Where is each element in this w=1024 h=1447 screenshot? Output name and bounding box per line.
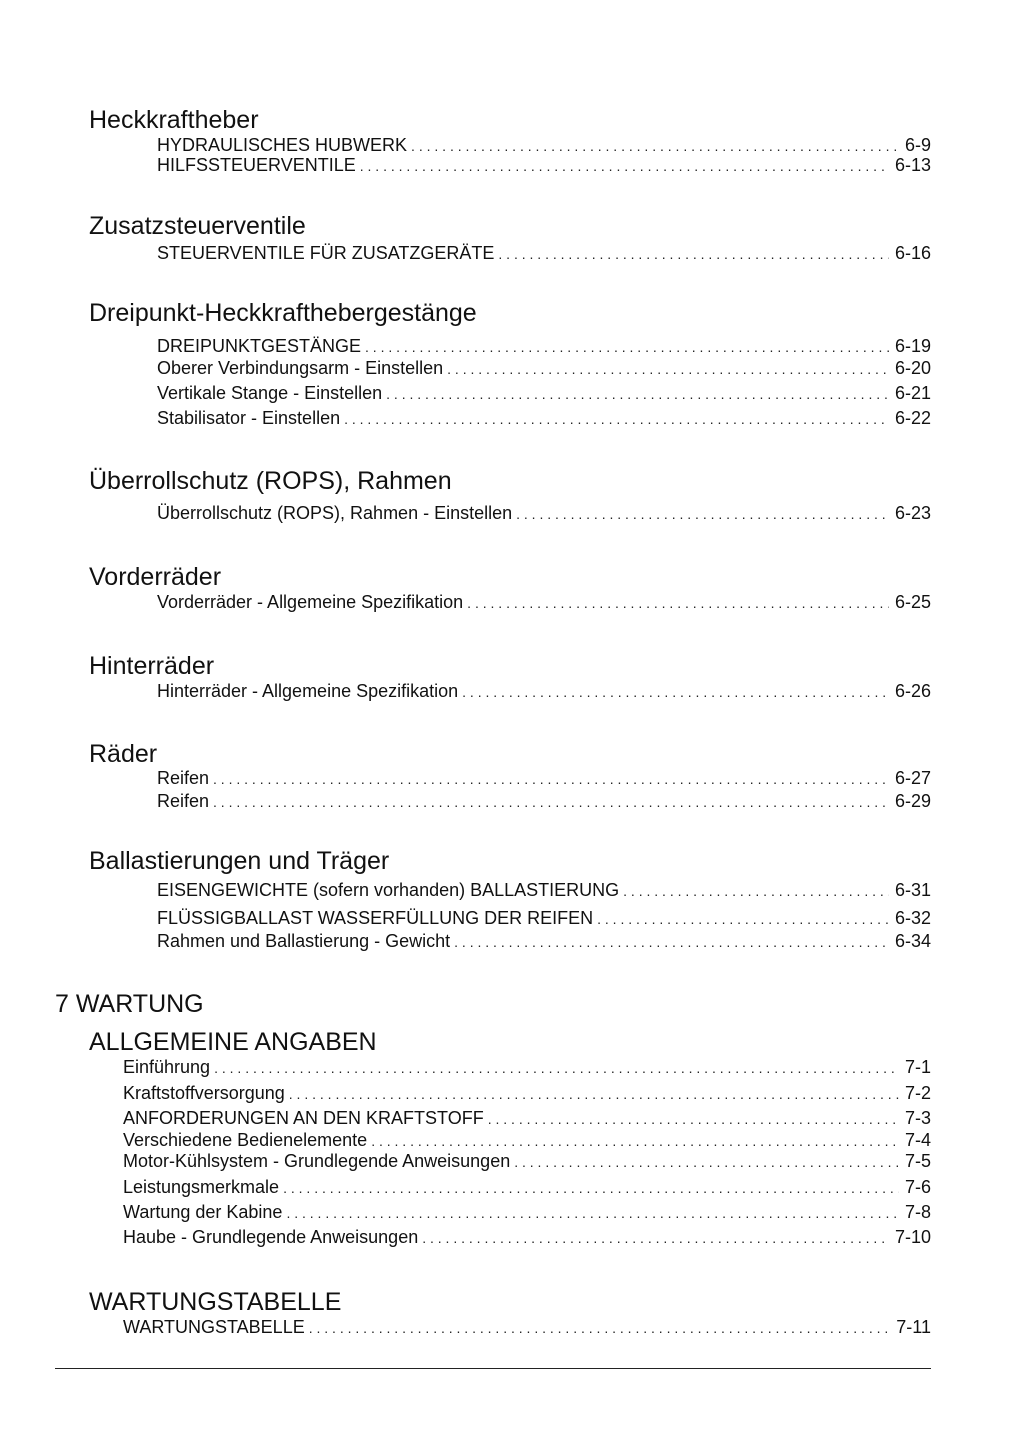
- section-heading: Vorderräder: [89, 563, 222, 591]
- toc-entry[interactable]: [157, 502, 931, 524]
- toc-entry-page: 6-19: [894, 336, 931, 356]
- section-heading: Ballastierungen und Träger: [89, 847, 390, 875]
- toc-entry[interactable]: [157, 242, 931, 264]
- toc-entry[interactable]: [157, 335, 931, 357]
- dot-leader: [213, 790, 889, 813]
- dot-leader: [498, 242, 889, 265]
- toc-entry-page: 7-10: [894, 1227, 931, 1247]
- toc-entry-page: 6-29: [894, 791, 931, 811]
- toc-entry-title: STEUERVENTILE FÜR ZUSATZGERÄTE: [157, 243, 495, 263]
- dot-leader: [447, 357, 889, 380]
- toc-entry[interactable]: [157, 680, 931, 702]
- toc-entry-title: Oberer Verbindungsarm - Einstellen: [157, 358, 444, 378]
- toc-entry[interactable]: [123, 1150, 931, 1172]
- dot-leader: [365, 335, 889, 358]
- dot-leader: [454, 930, 889, 953]
- toc-entry-title: Leistungsmerkmale: [123, 1177, 280, 1197]
- dot-leader: [371, 1129, 899, 1152]
- toc-entry-page: 6-32: [894, 908, 931, 928]
- toc-entry[interactable]: [123, 1056, 931, 1078]
- footer-rule: [55, 1368, 931, 1369]
- toc-entry-title: Einführung: [123, 1057, 211, 1077]
- toc-entry[interactable]: [157, 407, 931, 429]
- dot-leader: [467, 591, 889, 614]
- toc-entry-page: 7-8: [904, 1202, 931, 1222]
- toc-entry-page: 6-9: [904, 135, 931, 155]
- section-heading: Dreipunkt-Heckkrafthebergestänge: [89, 299, 477, 327]
- toc-entry-title: Haube - Grundlegende Anweisungen: [123, 1227, 419, 1247]
- section-heading: Überrollschutz (ROPS), Rahmen: [89, 467, 452, 495]
- dot-leader: [488, 1107, 899, 1130]
- dot-leader: [283, 1176, 899, 1199]
- toc-entry[interactable]: [157, 357, 931, 379]
- dot-leader: [344, 407, 889, 430]
- toc-entry[interactable]: [157, 591, 931, 613]
- toc-entry[interactable]: [157, 382, 931, 404]
- toc-entry-page: 6-21: [894, 383, 931, 403]
- toc-entry-page: 6-31: [894, 880, 931, 900]
- toc-entry-title: EISENGEWICHTE (sofern vorhanden) BALLASTIERUNG: [157, 880, 620, 900]
- toc-entry[interactable]: [123, 1107, 931, 1129]
- toc-entry-page: 6-13: [894, 155, 931, 175]
- dot-leader: [386, 382, 889, 405]
- toc-entry[interactable]: [123, 1129, 931, 1151]
- dot-leader: [309, 1316, 891, 1339]
- toc-entry-title: ANFORDERUNGEN AN DEN KRAFTSTOFF: [123, 1108, 484, 1128]
- toc-entry-title: Reifen: [157, 791, 210, 811]
- toc-entry-page: 6-25: [894, 592, 931, 612]
- dot-leader: [360, 154, 889, 177]
- toc-entry-page: 7-3: [904, 1108, 931, 1128]
- toc-entry-title: Stabilisator - Einstellen: [157, 408, 341, 428]
- section-heading: WARTUNGSTABELLE: [89, 1288, 342, 1316]
- toc-entry[interactable]: [157, 790, 931, 812]
- dot-leader: [623, 879, 889, 902]
- toc-entry-title: FLÜSSIGBALLAST WASSERFÜLLUNG DER REIFEN: [157, 908, 594, 928]
- toc-entry-title: Hinterräder - Allgemeine Spezifikation: [157, 681, 459, 701]
- toc-entry-page: 6-22: [894, 408, 931, 428]
- toc-entry-title: Rahmen und Ballastierung - Gewicht: [157, 931, 451, 951]
- dot-leader: [516, 502, 889, 525]
- toc-entry-title: WARTUNGSTABELLE: [123, 1317, 305, 1337]
- toc-entry[interactable]: [157, 930, 931, 952]
- dot-leader: [289, 1082, 899, 1105]
- toc-entry[interactable]: [123, 1201, 931, 1223]
- toc-entry-page: 7-1: [904, 1057, 931, 1077]
- toc-entry-page: 6-16: [894, 243, 931, 263]
- toc-entry-page: 6-20: [894, 358, 931, 378]
- toc-entry-title: Verschiedene Bedienelemente: [123, 1130, 368, 1150]
- toc-entry-title: Vorderräder - Allgemeine Spezifikation: [157, 592, 464, 612]
- dot-leader: [214, 1056, 899, 1079]
- toc-entry-page: 7-6: [904, 1177, 931, 1197]
- toc-entry-page: 6-23: [894, 503, 931, 523]
- toc-entry-title: Vertikale Stange - Einstellen: [157, 383, 383, 403]
- toc-entry-title: Reifen: [157, 768, 210, 788]
- toc-entry-title: Kraftstoffversorgung: [123, 1083, 285, 1103]
- toc-entry[interactable]: [123, 1226, 931, 1248]
- toc-entry-page: 6-27: [894, 768, 931, 788]
- toc-entry-page: 7-5: [904, 1151, 931, 1171]
- toc-entry-title: Motor-Kühlsystem - Grundlegende Anweisungen: [123, 1151, 511, 1171]
- section-heading: Räder: [89, 740, 158, 768]
- toc-entry-title: Wartung der Kabine: [123, 1202, 283, 1222]
- section-heading: Hinterräder: [89, 652, 215, 680]
- toc-entry-page: 7-2: [904, 1083, 931, 1103]
- section-heading: Heckkraftheber: [89, 106, 259, 134]
- section-heading: Zusatzsteuerventile: [89, 212, 306, 240]
- dot-leader: [462, 680, 889, 703]
- toc-entry-title: HILFSSTEUERVENTILE: [157, 155, 356, 175]
- toc-entry-page: 7-11: [896, 1317, 931, 1337]
- dot-leader: [213, 767, 889, 790]
- dot-leader: [514, 1150, 899, 1173]
- toc-entry[interactable]: [157, 907, 931, 929]
- toc-entry[interactable]: [157, 879, 931, 901]
- toc-entry-page: 7-4: [904, 1130, 931, 1150]
- dot-leader: [422, 1226, 889, 1249]
- dot-leader: [597, 907, 889, 930]
- dot-leader: [286, 1201, 899, 1224]
- toc-entry[interactable]: [123, 1082, 931, 1104]
- toc-entry-title: HYDRAULISCHES HUBWERK: [157, 135, 408, 155]
- toc-entry[interactable]: [123, 1176, 931, 1198]
- chapter-heading: 7 WARTUNG: [55, 990, 204, 1018]
- toc-entry-page: 6-26: [894, 681, 931, 701]
- section-heading: ALLGEMEINE ANGABEN: [89, 1028, 377, 1056]
- toc-entry-title: Überrollschutz (ROPS), Rahmen - Einstellen: [157, 503, 513, 523]
- toc-entry[interactable]: [123, 1316, 931, 1338]
- toc-entry[interactable]: [157, 134, 931, 156]
- toc-entry[interactable]: [157, 767, 931, 789]
- toc-entry[interactable]: [157, 154, 931, 176]
- toc-entry-page: 6-34: [894, 931, 931, 951]
- toc-entry-title: DREIPUNKTGESTÄNGE: [157, 336, 362, 356]
